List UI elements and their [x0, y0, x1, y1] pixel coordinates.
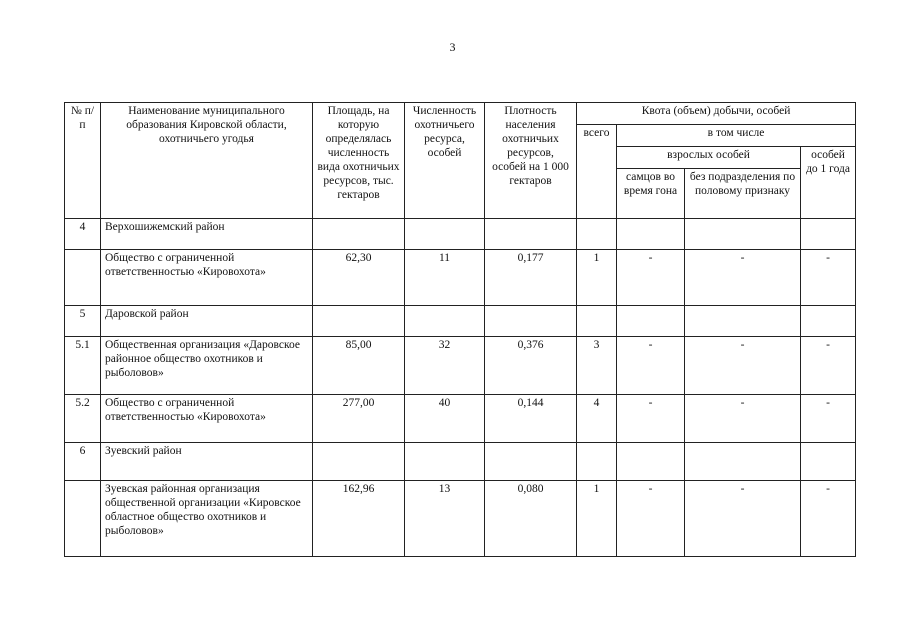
row-count: 40 — [405, 395, 485, 443]
row-under1 — [801, 306, 856, 337]
row-density: 0,177 — [485, 250, 577, 306]
row-nosex: - — [685, 337, 801, 395]
row-males — [617, 219, 685, 250]
row-under1 — [801, 219, 856, 250]
table-row — [65, 250, 856, 306]
row-count — [405, 443, 485, 481]
row-no: 5.1 — [65, 337, 101, 395]
table-row — [65, 337, 856, 395]
row-no: 6 — [65, 443, 101, 481]
row-total — [577, 306, 617, 337]
row-count — [405, 219, 485, 250]
row-under1: - — [801, 250, 856, 306]
header-quota: Квота (объем) добычи, особей — [577, 103, 856, 125]
row-under1: - — [801, 481, 856, 557]
row-name: Общественная организация «Даровское районное общество охотников и рыболовов» — [101, 337, 313, 395]
row-nosex — [685, 219, 801, 250]
header-area: Площадь, на которую определялась численность вида охотничьих ресурсов, тыс. гектаров — [313, 103, 405, 219]
row-area — [313, 306, 405, 337]
row-name: Зуевская районная организация общественной организации «Кировское областное общество охотников и рыболовов» — [101, 481, 313, 557]
table-row — [65, 443, 856, 481]
row-nosex — [685, 443, 801, 481]
row-count: 11 — [405, 250, 485, 306]
row-no: 5.2 — [65, 395, 101, 443]
row-under1: - — [801, 395, 856, 443]
row-name: Верхошижемский район — [101, 219, 313, 250]
row-no: 5 — [65, 306, 101, 337]
row-density — [485, 443, 577, 481]
table-row — [65, 306, 856, 337]
row-area — [313, 443, 405, 481]
header-name: Наименование муниципального образования Кировской области, охотничьего угодья — [101, 103, 313, 219]
header-including: в том числе — [617, 125, 856, 147]
row-nosex: - — [685, 481, 801, 557]
row-males: - — [617, 337, 685, 395]
row-total — [577, 219, 617, 250]
header-no: № п/п — [65, 103, 101, 219]
row-total — [577, 443, 617, 481]
row-count: 13 — [405, 481, 485, 557]
row-males — [617, 443, 685, 481]
row-nosex: - — [685, 395, 801, 443]
row-count: 32 — [405, 337, 485, 395]
row-total: 3 — [577, 337, 617, 395]
row-nosex — [685, 306, 801, 337]
row-males: - — [617, 481, 685, 557]
row-name: Общество с ограниченной ответственностью «Кировохота» — [101, 250, 313, 306]
row-area: 277,00 — [313, 395, 405, 443]
row-name: Общество с ограниченной ответственностью «Кировохота» — [101, 395, 313, 443]
row-density — [485, 219, 577, 250]
table-row — [65, 481, 856, 557]
row-under1 — [801, 443, 856, 481]
row-density — [485, 306, 577, 337]
page-number: 3 — [449, 40, 456, 54]
header-nosex: без подразделения по половому признаку — [685, 169, 801, 219]
row-area: 162,96 — [313, 481, 405, 557]
row-males: - — [617, 395, 685, 443]
header-density: Плотность населения охотничьих ресурсов, особей на 1 000 гектаров — [485, 103, 577, 219]
row-name: Даровской район — [101, 306, 313, 337]
header-total: всего — [577, 125, 617, 219]
row-no — [65, 481, 101, 557]
row-total: 1 — [577, 250, 617, 306]
row-count — [405, 306, 485, 337]
table-row — [65, 395, 856, 443]
row-density: 0,080 — [485, 481, 577, 557]
header-males: самцов во время гона — [617, 169, 685, 219]
row-nosex: - — [685, 250, 801, 306]
row-name: Зуевский район — [101, 443, 313, 481]
row-males: - — [617, 250, 685, 306]
row-density: 0,376 — [485, 337, 577, 395]
row-area: 62,30 — [313, 250, 405, 306]
table-row — [65, 219, 856, 250]
row-density: 0,144 — [485, 395, 577, 443]
quota-table — [64, 102, 856, 557]
row-total: 4 — [577, 395, 617, 443]
row-total: 1 — [577, 481, 617, 557]
header-count: Численность охотничьего ресурса, особей — [405, 103, 485, 219]
row-area: 85,00 — [313, 337, 405, 395]
header-adults: взрослых особей — [617, 147, 801, 169]
row-under1: - — [801, 337, 856, 395]
header-under1: особей до 1 года — [801, 147, 856, 219]
row-no — [65, 250, 101, 306]
row-area — [313, 219, 405, 250]
row-no: 4 — [65, 219, 101, 250]
row-males — [617, 306, 685, 337]
